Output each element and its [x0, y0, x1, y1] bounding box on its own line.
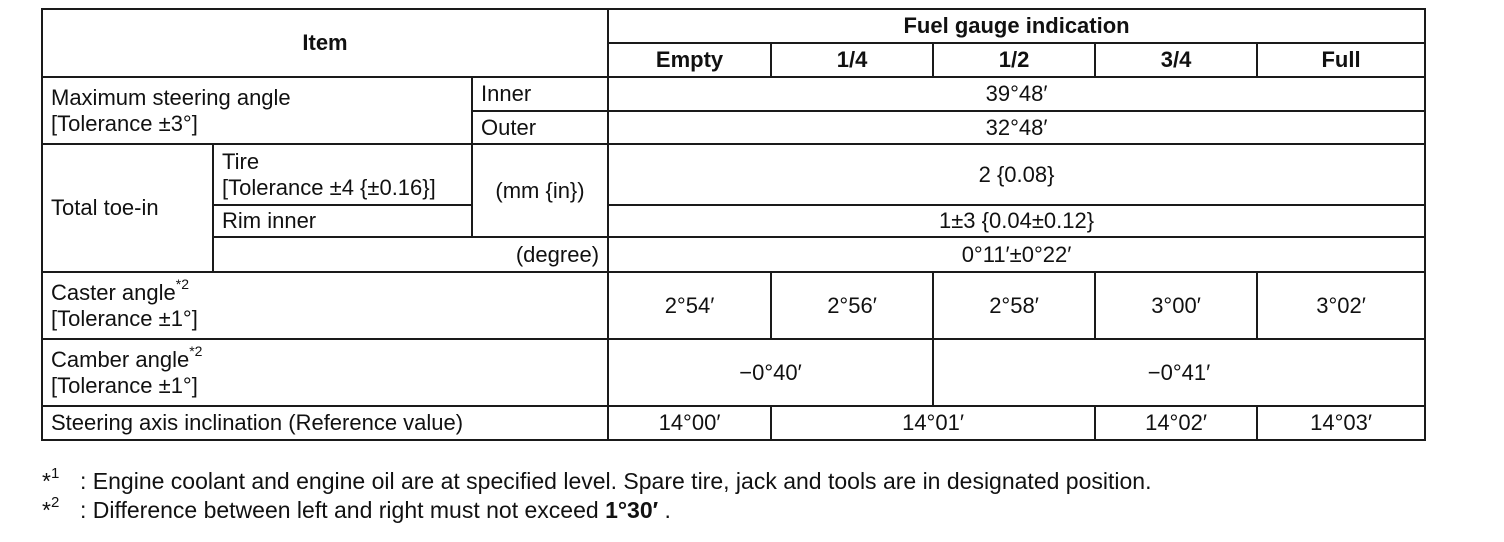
steering-axis-value-full: 14°03′	[1257, 406, 1425, 440]
footnote-1-number: 1	[50, 465, 60, 483]
max-steering-label: Maximum steering angle	[51, 84, 291, 110]
footnote-1-text: : Engine coolant and engine oil are at specified level. Spare tire, jack and tools are in designated position.	[80, 468, 1152, 494]
footnote-2-asterisk: *	[42, 497, 51, 523]
camber-value-b: −0°41′	[933, 339, 1425, 406]
total-toe-in-label: Total toe-in	[42, 144, 213, 272]
footnote-2-text: : Difference between left and right must not exceed	[80, 497, 599, 523]
outer-value: 32°48′	[608, 111, 1425, 144]
tire-label: Tire	[222, 148, 260, 174]
steering-axis-value-mid: 14°01′	[771, 406, 1095, 440]
caster-tolerance: [Tolerance ±1°]	[51, 305, 198, 331]
footnote-2-tail: .	[658, 497, 671, 523]
footnotes	[42, 467, 1151, 525]
caster-label: Caster angle	[51, 279, 176, 305]
col-quarter-header: 1/4	[771, 43, 933, 77]
rim-inner-value: 1±3 {0.04±0.12}	[608, 205, 1425, 237]
footnote-2	[42, 496, 1151, 525]
camber-label: Camber angle	[51, 346, 190, 372]
wheel-alignment-spec-table	[41, 8, 1426, 441]
caster-value-three-quarter: 3°00′	[1095, 272, 1257, 339]
steering-axis-value-three-quarter: 14°02′	[1095, 406, 1257, 440]
unit-mm-in: (mm {in})	[472, 144, 608, 237]
tire-value: 2 {0.08}	[608, 144, 1425, 205]
caster-value-full: 3°02′	[1257, 272, 1425, 339]
footnote-2-number: 2	[50, 494, 60, 512]
footnote-1-asterisk: *	[42, 468, 51, 494]
camber-label-cell	[42, 339, 608, 406]
unit-degree: (degree)	[213, 237, 608, 272]
camber-tolerance: [Tolerance ±1°]	[51, 372, 198, 398]
caster-value-half: 2°58′	[933, 272, 1095, 339]
tire-label-cell	[213, 144, 472, 205]
camber-value-a: −0°40′	[608, 339, 933, 406]
tire-tolerance: [Tolerance ±4 {±0.16}]	[222, 174, 436, 200]
footnote-2-limit-value: 1°30′	[605, 497, 659, 523]
col-half-header: 1/2	[933, 43, 1095, 77]
caster-label-cell	[42, 272, 608, 339]
col-three-quarter-header: 3/4	[1095, 43, 1257, 77]
col-full-header: Full	[1257, 43, 1425, 77]
steering-axis-label: Steering axis inclination (Reference value)	[42, 406, 608, 440]
degree-value: 0°11′±0°22′	[608, 237, 1425, 272]
rim-inner-label: Rim inner	[213, 205, 472, 237]
footnote-1	[42, 467, 1151, 496]
inner-value: 39°48′	[608, 77, 1425, 111]
caster-footnote-mark: *2	[175, 276, 189, 293]
steering-axis-value-empty: 14°00′	[608, 406, 771, 440]
footnote-2-mark	[42, 496, 80, 525]
fuel-gauge-header: Fuel gauge indication	[608, 9, 1425, 43]
camber-footnote-mark: *2	[189, 343, 203, 360]
max-steering-label-cell	[42, 77, 472, 144]
col-empty-header: Empty	[608, 43, 771, 77]
item-header: Item	[42, 9, 608, 77]
caster-value-empty: 2°54′	[608, 272, 771, 339]
max-steering-tolerance: [Tolerance ±3°]	[51, 110, 198, 136]
outer-label: Outer	[472, 111, 608, 144]
inner-label: Inner	[472, 77, 608, 111]
footnote-1-mark	[42, 467, 80, 496]
caster-value-quarter: 2°56′	[771, 272, 933, 339]
